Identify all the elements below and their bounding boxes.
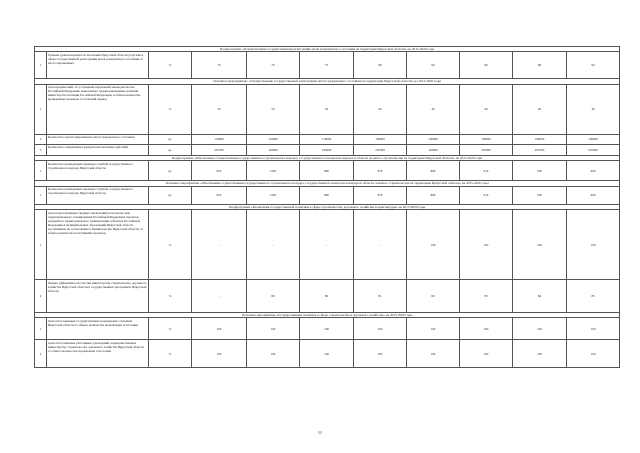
value-cell: 207000: [567, 144, 620, 155]
value-cell: 193000: [407, 144, 460, 155]
value-cell: 1202: [247, 161, 300, 181]
value-cell: 90: [460, 52, 513, 79]
value-cell: 922: [192, 186, 247, 204]
indicator-name: Уровень удовлетворенности населения Иркутской области услугами в сфере государственной регистрации актов гражданского состояния от числа опрошенных: [47, 52, 149, 79]
section-title: Основное мероприятие «Обеспечение осуществления государственного строительного надзора, государственного контроля и надзора в области долевого строительства на территории Иркутской области» на 2015-2020 годы: [35, 181, 620, 186]
value-cell: 193000: [300, 144, 354, 155]
value-cell: 90: [513, 52, 567, 79]
value-cell: 70: [247, 52, 300, 79]
value-cell: 40: [460, 84, 513, 134]
section-title: Подпрограмма «Реализация государственной политики в сфере строительства, дорожного хозяйства и архитектуры» на 2015-2020 годы: [35, 204, 620, 209]
value-cell: 100: [300, 340, 354, 368]
value-cell: 84: [513, 280, 567, 313]
section-title: Основное мероприятие: «Осуществление государственной регистрации актов гражданского состояния на территории Иркутской области» на 2015-2020 годы: [35, 79, 620, 84]
page-number: 11: [317, 430, 323, 435]
indicator-name: Количество проведенных проверок службой государственного строительного надзора Иркутской области: [47, 161, 149, 181]
indicator-name: Количество совершенных юридически значимых действий: [47, 144, 149, 155]
value-cell: 100: [247, 318, 300, 340]
value-cell: 910: [460, 161, 513, 181]
value-cell: 100: [567, 210, 620, 280]
value-cell: 207000: [513, 144, 567, 155]
row-number: 1: [35, 210, 47, 280]
value-cell: 100: [407, 210, 460, 280]
value-cell: 116000: [247, 134, 300, 144]
value-cell: 50: [247, 84, 300, 134]
value-cell: 100: [513, 210, 567, 280]
row-number: 1: [35, 84, 47, 134]
section-title: Подпрограмма «Осуществление государственной регистрации актов гражданского состояния на территории Иркутской области» на 2015-2020 годы: [35, 47, 620, 52]
value-cell: -: [192, 210, 247, 280]
value-cell: 860: [300, 161, 354, 181]
row-number: 1: [35, 186, 47, 204]
unit-cell: ед.: [149, 144, 192, 155]
value-cell: 75: [300, 52, 354, 79]
value-cell: 922: [192, 161, 247, 181]
value-cell: 207000: [460, 144, 513, 155]
unit-cell: %: [149, 318, 192, 340]
value-cell: 890: [407, 161, 460, 181]
value-cell: 70: [192, 52, 247, 79]
value-cell: 193000: [247, 144, 300, 155]
value-cell: 960: [567, 161, 620, 181]
value-cell: 116000: [300, 134, 354, 144]
value-cell: 100: [460, 340, 513, 368]
indicator-name: Доля подготовленных сводных заключений на проекты схем территориального планирования Российской Федерации, проектов документов территориального планирования субъектов Российской Федерации и муниципальных образований Иркутской области, поступившие на согласование в Правительство Иркутской области, от общего количества поступивших проектов: [47, 210, 149, 280]
indicator-name: Доля аттестованных государственных гражданских служащих Иркутской области от общего количества подлежащих аттестации: [47, 318, 149, 340]
unit-cell: %: [149, 340, 192, 368]
row-number: 1: [35, 52, 47, 79]
table-row: [35, 144, 620, 155]
value-cell: 50: [192, 84, 247, 134]
value-cell: 890: [407, 186, 460, 204]
table-row: [35, 186, 620, 204]
value-cell: 100: [407, 318, 460, 340]
value-cell: -: [247, 210, 300, 280]
row-number: 3: [35, 144, 47, 155]
document-page: [34, 46, 619, 368]
indicator-name: Оценка эффективности участия министерства строительства, дорожного хозяйства Иркутской области в государственных программах Иркутской области: [47, 280, 149, 313]
table-row: [35, 280, 620, 313]
value-cell: 40: [513, 84, 567, 134]
value-cell: 109000: [460, 134, 513, 144]
value-cell: 100: [354, 340, 407, 368]
value-cell: 40: [354, 84, 407, 134]
value-cell: 100: [354, 318, 407, 340]
table-row: [35, 340, 620, 368]
value-cell: 100: [300, 318, 354, 340]
value-cell: 930: [513, 161, 567, 181]
value-cell: 100: [460, 318, 513, 340]
value-cell: -: [300, 210, 354, 280]
value-cell: 207782: [192, 144, 247, 155]
value-cell: 100: [247, 340, 300, 368]
value-cell: 90: [407, 52, 460, 79]
value-cell: 870: [354, 186, 407, 204]
unit-cell: %: [149, 210, 192, 280]
value-cell: 40: [567, 84, 620, 134]
value-cell: 1202: [247, 186, 300, 204]
value-cell: 100: [407, 340, 460, 368]
value-cell: 100: [567, 318, 620, 340]
table-row: [35, 52, 620, 79]
row-number: 2: [35, 280, 47, 313]
value-cell: 109000: [567, 134, 620, 144]
indicator-name: Доля аттестованных работников учреждений, подведомственных министерству строительства, дорожного хозяйства Иркутской области от общего количества подлежащих аттестации: [47, 340, 149, 368]
indicator-name: Доля предписаний, об устранении нарушений законодательства Российской Федерации, вынесенных территориальными органами министерства юстиции Российской Федерации, в общем количестве проведенных проверок за отчетный период: [47, 84, 149, 134]
value-cell: 50: [300, 84, 354, 134]
indicator-name: Количество проведенных проверок службой государственного строительного надзора Иркутской области: [47, 186, 149, 204]
value-cell: 109000: [513, 134, 567, 144]
value-cell: -: [192, 280, 247, 313]
unit-cell: %: [149, 280, 192, 313]
value-cell: 870: [354, 161, 407, 181]
value-cell: 100: [513, 318, 567, 340]
value-cell: 910: [460, 186, 513, 204]
row-number: 2: [35, 134, 47, 144]
section-title: Подпрограмма «Обеспечение осуществления государственного строительного надзора, государственного контроля и надзора в области долевого строительства на территории Иркутской области» на 2015-2020 годы: [35, 155, 620, 160]
unit-cell: ед.: [149, 161, 192, 181]
value-cell: 930: [513, 186, 567, 204]
row-number: 2: [35, 340, 47, 368]
section-title: Основное мероприятие «Государственная политика в сфере строительства и дорожного хозяйства» на 2015-2020 годы: [35, 313, 620, 318]
value-cell: 40: [407, 84, 460, 134]
table-row: [35, 210, 620, 280]
value-cell: 80: [247, 280, 300, 313]
row-number: 1: [35, 318, 47, 340]
table-row: [35, 161, 620, 181]
value-cell: 100: [513, 340, 567, 368]
value-cell: 860: [300, 186, 354, 204]
value-cell: 100: [192, 318, 247, 340]
value-cell: 207000: [354, 144, 407, 155]
table-row: [35, 84, 620, 134]
table-row: [35, 318, 620, 340]
value-cell: 100: [192, 340, 247, 368]
value-cell: 102000: [407, 134, 460, 144]
value-cell: 80: [354, 52, 407, 79]
indicators-table: [34, 46, 620, 368]
value-cell: 100: [460, 210, 513, 280]
row-number: 1: [35, 161, 47, 181]
table-row: [35, 134, 620, 144]
value-cell: 80: [300, 280, 354, 313]
value-cell: 81: [354, 280, 407, 313]
value-cell: 109000: [354, 134, 407, 144]
value-cell: -: [354, 210, 407, 280]
value-cell: 90: [567, 52, 620, 79]
unit-cell: %: [149, 84, 192, 134]
unit-cell: %: [149, 52, 192, 79]
value-cell: 119966: [192, 134, 247, 144]
unit-cell: ед.: [149, 186, 192, 204]
value-cell: 960: [567, 186, 620, 204]
unit-cell: ед.: [149, 134, 192, 144]
value-cell: 85: [567, 280, 620, 313]
value-cell: 83: [460, 280, 513, 313]
value-cell: 82: [407, 280, 460, 313]
indicator-name: Количество зарегистрированных актов гражданского состояния: [47, 134, 149, 144]
value-cell: 100: [567, 340, 620, 368]
